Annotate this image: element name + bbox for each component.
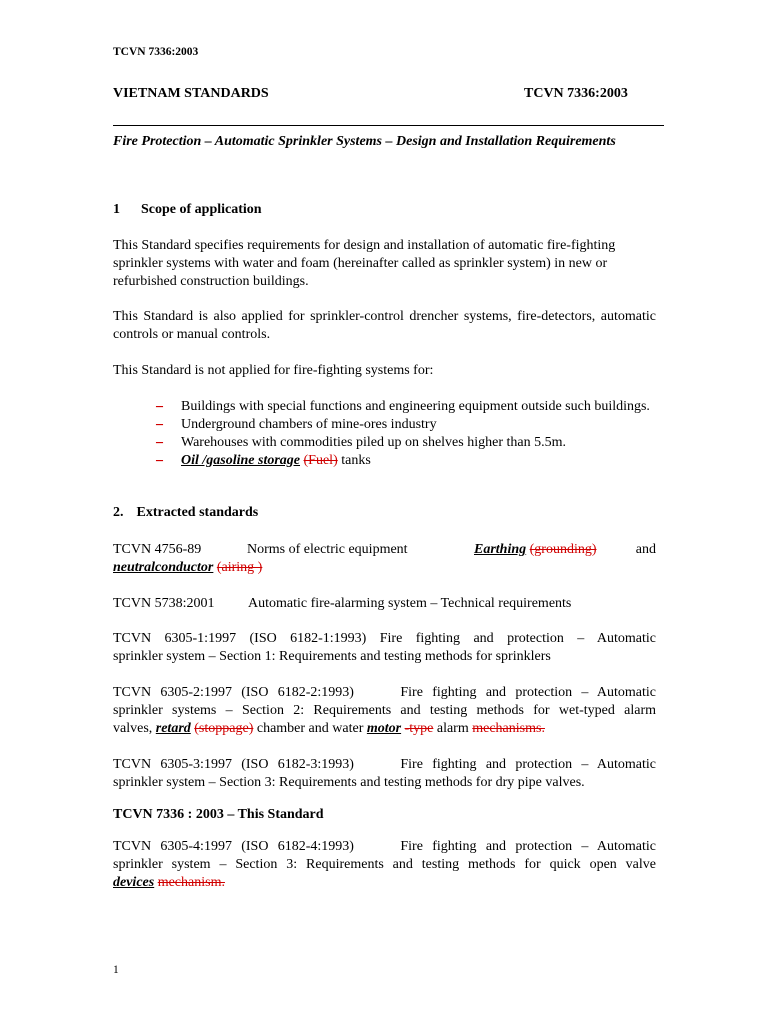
reference-6305-3: TCVN 6305-3:1997 (ISO 6182-3:1993) Fire fighting and protection – Automatic sprinkler system – Section 3: Requirements and testing methods for dry pipe valves. — [113, 757, 656, 790]
deleted-text: (stoppage) — [194, 721, 254, 736]
section-1-heading — [113, 202, 262, 218]
deleted-text: mechanism. — [157, 875, 225, 890]
section-2-heading — [113, 505, 258, 521]
reference-6305-4: TCVN 6305-4:1997 (ISO 6182-4:1993) Fire fighting and protection – Automatic sprinkler system – Section 3: Requirements and testing methods for quick open valve devices mechanism. — [113, 839, 656, 890]
reference-5738: TCVN 5738:2001 Automatic fire-alarming system – Technical requirements — [113, 596, 572, 611]
section-2-title: Extracted standards — [136, 505, 259, 520]
deleted-text: (Fuel) — [303, 453, 338, 468]
document-title: Fire Protection – Automatic Sprinkler Systems – Design and Installation Requirements — [113, 134, 616, 149]
header-right: TCVN 7336:2003 — [524, 86, 628, 101]
scope-paragraph-1: This Standard specifies requirements for design and installation of automatic fire-fighting sprinkler systems with water and foam (hereinafter called as sprinkler system) in new or refurbished construction buildings. — [113, 238, 616, 289]
deleted-text: mechanisms. — [472, 721, 545, 736]
deleted-bullet-mark: – — [156, 417, 163, 432]
list-item: – Oil /gasoline storage (Fuel) tanks — [156, 453, 371, 468]
deleted-text: -type — [404, 721, 434, 736]
inserted-text: devices — [113, 875, 155, 890]
page-number: 1 — [113, 964, 119, 976]
inserted-text: neutralconductor — [113, 560, 214, 575]
inserted-text: Oil /gasoline storage — [181, 453, 301, 468]
header-rule — [113, 125, 664, 126]
list-item: – Underground chambers of mine-ores industry — [156, 417, 437, 432]
deleted-text: (airing ) — [216, 560, 263, 575]
deleted-text: (grounding) — [529, 542, 597, 557]
reference-7336-this-standard: TCVN 7336 : 2003 – This Standard — [113, 807, 324, 822]
deleted-bullet-mark: – — [156, 435, 163, 450]
scope-paragraph-2: This Standard is also applied for sprinkler-control drencher systems, fire-detectors, automatic controls or manual controls. — [113, 309, 656, 342]
section-2-number: 2. — [113, 505, 124, 520]
reference-code: TCVN 5738:2001 — [113, 596, 215, 611]
deleted-bullet-mark: – — [156, 399, 163, 414]
reference-6305-2: TCVN 6305-2:1997 (ISO 6182-2:1993) Fire fighting and protection – Automatic sprinkler systems – Section 2: Requirements and testing methods for wet-typed alarm valves, retard (stoppage) chamber and water motor -type alarm mechanisms. — [113, 685, 656, 736]
reference-6305-1: TCVN 6305-1:1997 (ISO 6182-1:1993) Fire fighting and protection – Automatic sprinkler system – Section 1: Requirements and testing methods for sprinklers — [113, 631, 656, 664]
inserted-text: motor — [366, 721, 402, 736]
deleted-bullet-mark: – — [156, 453, 163, 468]
running-head: TCVN 7336:2003 — [113, 46, 199, 58]
scope-paragraph-3: This Standard is not applied for fire-fighting systems for: — [113, 363, 434, 378]
header-left: VIETNAM STANDARDS — [113, 86, 269, 101]
reference-4756: TCVN 4756-89 Norms of electric equipment Earthing (grounding) and neutralconductor (airing ) — [113, 542, 656, 575]
section-1-title: Scope of application — [141, 202, 262, 217]
standards-header — [113, 86, 658, 102]
section-1-number: 1 — [113, 202, 120, 217]
inserted-text: retard — [155, 721, 191, 736]
list-item: – Warehouses with commodities piled up on shelves higher than 5.5m. — [156, 435, 566, 450]
exclusion-list — [156, 398, 656, 470]
reference-code: TCVN 4756-89 — [113, 542, 202, 557]
inserted-text: Earthing — [474, 542, 527, 557]
list-item: – Buildings with special functions and engineering equipment outside such buildings. — [156, 399, 650, 414]
